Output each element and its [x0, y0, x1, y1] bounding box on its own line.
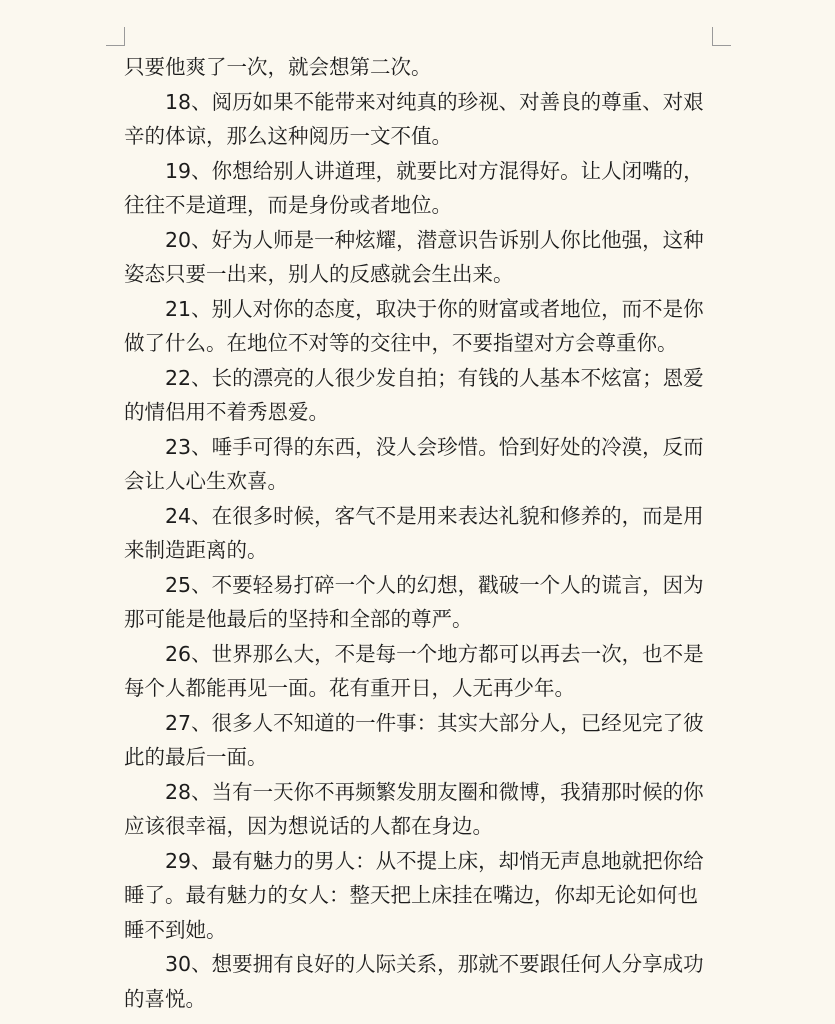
paragraph-28: 28、当有一天你不再频繁发朋友圈和微博，我猜那时候的你应该很幸福，因为想说话的人都在身边。	[124, 779, 704, 838]
paragraph-19: 19、你想给别人讲道理，就要比对方混得好。让人闭嘴的，往往不是道理，而是身份或者地位。	[124, 158, 704, 217]
paragraph-27: 27、很多人不知道的一件事：其实大部分人，已经见完了彼此的最后一面。	[124, 710, 704, 769]
crop-mark-top-left	[106, 27, 125, 46]
paragraph-22: 22、长的漂亮的人很少发自拍；有钱的人基本不炫富；恩爱的情侣用不着秀恩爱。	[124, 365, 704, 424]
crop-mark-top-right	[712, 27, 731, 46]
paragraph-continuation: 只要他爽了一次，就会想第二次。	[124, 55, 432, 79]
paragraph-30: 30、想要拥有良好的人际关系，那就不要跟任何人分享成功的喜悦。	[124, 952, 704, 1011]
document-body	[124, 50, 716, 1016]
paragraph-18: 18、阅历如果不能带来对纯真的珍视、对善良的尊重、对艰辛的体谅，那么这种阅历一文不值。	[124, 89, 704, 148]
paragraph-24: 24、在很多时候，客气不是用来表达礼貌和修养的，而是用来制造距离的。	[124, 503, 704, 562]
paragraph-23: 23、唾手可得的东西，没人会珍惜。恰到好处的冷漠，反而会让人心生欢喜。	[124, 434, 704, 493]
paragraph-29: 29、最有魅力的男人：从不提上床，却悄无声息地就把你给睡了。最有魅力的女人：整天把上床挂在嘴边，你却无论如何也睡不到她。	[124, 848, 704, 942]
paragraph-20: 20、好为人师是一种炫耀，潜意识告诉别人你比他强，这种姿态只要一出来，别人的反感就会生出来。	[124, 227, 704, 286]
paragraph-26: 26、世界那么大，不是每一个地方都可以再去一次，也不是每个人都能再见一面。花有重开日，人无再少年。	[124, 641, 704, 700]
paragraph-21: 21、别人对你的态度，取决于你的财富或者地位，而不是你做了什么。在地位不对等的交往中，不要指望对方会尊重你。	[124, 296, 704, 355]
paragraph-25: 25、不要轻易打碎一个人的幻想，戳破一个人的谎言，因为那可能是他最后的坚持和全部的尊严。	[124, 572, 704, 631]
